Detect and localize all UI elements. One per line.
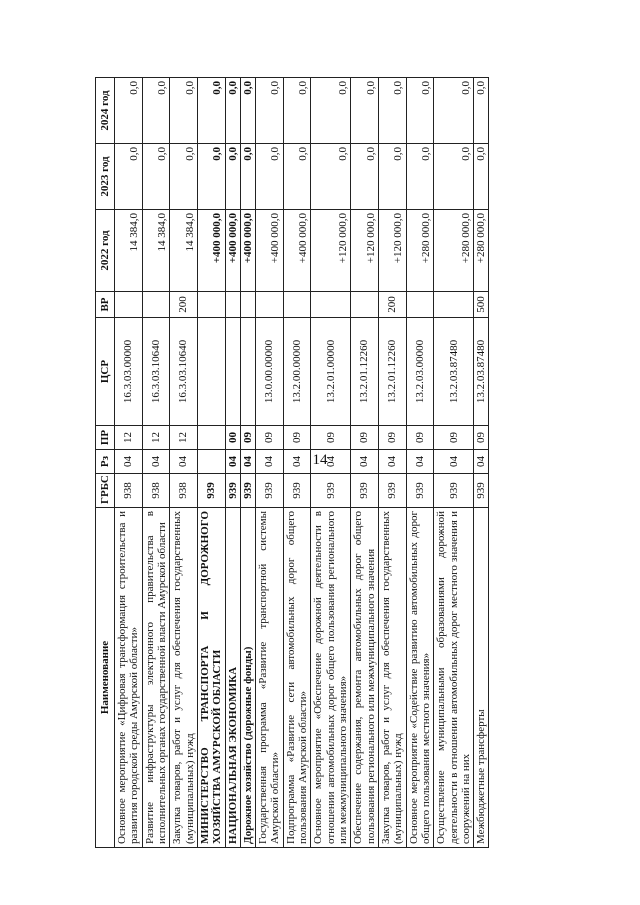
cell-2023: 0,0 [406,144,434,210]
table-row [283,78,311,848]
cell-pr: 09 [406,426,434,450]
table-row [434,78,474,848]
cell-rz: 04 [170,450,198,474]
cell-csr: 16.3.03.00000 [115,318,143,426]
cell-pr: 09 [240,426,255,450]
cell-vr [197,292,225,318]
cell-vr [240,292,255,318]
cell-csr: 13.0.00.00000 [256,318,284,426]
cell-grbs: 939 [434,474,474,508]
cell-2024: 0,0 [378,78,406,144]
table-row [406,78,434,848]
cell-rz: 04 [406,450,434,474]
cell-csr [197,318,225,426]
header-csr: ЦСР [96,318,115,426]
header-2023: 2023 год [96,144,115,210]
table-row [115,78,143,848]
budget-table [95,77,489,848]
cell-pr: 09 [434,426,474,450]
cell-2024: 0,0 [115,78,143,144]
cell-pr: 12 [115,426,143,450]
header-grbs: ГРБС [96,474,115,508]
cell-2024: 0,0 [283,78,311,144]
table-row [170,78,198,848]
cell-2023: 0,0 [256,144,284,210]
cell-pr: 12 [170,426,198,450]
page-number: 14 [312,452,328,468]
cell-grbs: 939 [197,474,225,508]
cell-2023: 0,0 [311,144,351,210]
header-rz: Рз [96,450,115,474]
cell-2022: +400 000,0 [225,210,240,292]
cell-2023: 0,0 [170,144,198,210]
cell-2024: 0,0 [170,78,198,144]
cell-2022: 14 384,0 [142,210,170,292]
table-row [256,78,284,848]
cell-name: Основное мероприятие «Цифровая трансформация строительства и развития городской среды Амурской области» [115,508,143,848]
cell-name: Осуществление муниципальными образованиями дорожной деятельности в отношении автомобильных дорог местного значения и сооружений на них [434,508,474,848]
cell-2024: 0,0 [351,78,379,144]
cell-2022: 14 384,0 [170,210,198,292]
cell-2023: 0,0 [225,144,240,210]
table-row [142,78,170,848]
cell-pr: 00 [225,426,240,450]
table-row [225,78,240,848]
cell-2022: +280 000,0 [474,210,489,292]
cell-grbs: 939 [311,474,351,508]
cell-2023: 0,0 [378,144,406,210]
cell-2023: 0,0 [474,144,489,210]
cell-vr [115,292,143,318]
cell-rz [197,450,225,474]
table-header-row [96,78,115,848]
cell-2022: +120 000,0 [351,210,379,292]
cell-rz: 04 [351,450,379,474]
cell-2023: 0,0 [283,144,311,210]
cell-csr: 13.2.01.12260 [378,318,406,426]
cell-2024: 0,0 [197,78,225,144]
header-name: Наименование [96,508,115,848]
cell-2023: 0,0 [240,144,255,210]
cell-csr: 16.3.03.10640 [170,318,198,426]
cell-2024: 0,0 [142,78,170,144]
header-pr: ПР [96,426,115,450]
table-row [474,78,489,848]
cell-vr: 200 [378,292,406,318]
cell-2022: +400 000,0 [197,210,225,292]
cell-vr: 200 [170,292,198,318]
table-row [197,78,225,848]
cell-pr: 09 [474,426,489,450]
cell-grbs: 939 [474,474,489,508]
cell-pr: 09 [378,426,406,450]
cell-2023: 0,0 [115,144,143,210]
cell-name: Межбюджетные трансферты [474,508,489,848]
cell-grbs: 939 [283,474,311,508]
cell-name: Закупка товаров, работ и услуг для обеспечения государственных (муниципальных) нужд [170,508,198,848]
header-2024: 2024 год [96,78,115,144]
cell-grbs: 938 [170,474,198,508]
cell-name: Государственная программа «Развитие транспортной системы Амурской области» [256,508,284,848]
cell-2023: 0,0 [142,144,170,210]
cell-rz: 04 [115,450,143,474]
cell-2023: 0,0 [434,144,474,210]
cell-pr: 09 [283,426,311,450]
cell-csr: 13.2.03.87480 [434,318,474,426]
cell-vr [351,292,379,318]
cell-pr [197,426,225,450]
cell-csr: 13.2.03.00000 [406,318,434,426]
cell-2024: 0,0 [474,78,489,144]
cell-2024: 0,0 [406,78,434,144]
cell-csr: 13.2.00.00000 [283,318,311,426]
cell-csr [225,318,240,426]
cell-rz: 04 [474,450,489,474]
cell-pr: 12 [142,426,170,450]
cell-pr: 09 [351,426,379,450]
cell-2023: 0,0 [197,144,225,210]
cell-rz: 04 [283,450,311,474]
cell-grbs: 939 [351,474,379,508]
cell-vr [283,292,311,318]
cell-2024: 0,0 [256,78,284,144]
cell-vr [406,292,434,318]
cell-vr [434,292,474,318]
table-row [311,78,351,848]
cell-rz: 04 [225,450,240,474]
cell-vr [142,292,170,318]
cell-2024: 0,0 [225,78,240,144]
cell-2022: +280 000,0 [434,210,474,292]
cell-pr: 09 [256,426,284,450]
cell-grbs: 939 [406,474,434,508]
cell-name: МИНИСТЕРСТВО ТРАНСПОРТА И ДОРОЖНОГО ХОЗЯЙСТВА АМУРСКОЙ ОБЛАСТИ [197,508,225,848]
cell-csr: 13.2.01.12260 [351,318,379,426]
cell-rz: 04 [311,450,351,474]
header-vr: ВР [96,292,115,318]
cell-rz: 04 [378,450,406,474]
cell-2024: 0,0 [311,78,351,144]
cell-csr [240,318,255,426]
cell-grbs: 939 [378,474,406,508]
cell-name: Основное мероприятие «Обеспечение дорожной деятельности в отношении автомобильных дорог общего пользования регионального или межмуниципального значения» [311,508,351,848]
cell-csr: 13.2.01.00000 [311,318,351,426]
cell-csr: 16.3.03.10640 [142,318,170,426]
cell-csr: 13.2.03.87480 [474,318,489,426]
cell-rz: 04 [434,450,474,474]
cell-2022: +280 000,0 [406,210,434,292]
cell-grbs: 939 [256,474,284,508]
cell-2024: 0,0 [240,78,255,144]
cell-name: Подпрограмма «Развитие сети автомобильных дорог общего пользования Амурской области» [283,508,311,848]
cell-2022: +400 000,0 [256,210,284,292]
cell-2022: +120 000,0 [378,210,406,292]
rotated-table-wrapper [95,78,585,848]
table-row [240,78,255,848]
cell-vr [311,292,351,318]
cell-2024: 0,0 [434,78,474,144]
cell-name: Развитие инфраструктуры электронного правительства в исполнительных органах государственной власти Амурской области [142,508,170,848]
cell-name: НАЦИОНАЛЬНАЯ ЭКОНОМИКА [225,508,240,848]
cell-vr [225,292,240,318]
table-row [378,78,406,848]
cell-2023: 0,0 [351,144,379,210]
cell-grbs: 938 [142,474,170,508]
cell-grbs: 938 [115,474,143,508]
cell-rz: 04 [142,450,170,474]
cell-rz: 04 [256,450,284,474]
cell-vr: 500 [474,292,489,318]
cell-grbs: 939 [225,474,240,508]
cell-2022: +120 000,0 [311,210,351,292]
cell-name: Обеспечение содержания, ремонта автомобильных дорог общего пользования регионального или межмуниципального значения [351,508,379,848]
cell-2022: 14 384,0 [115,210,143,292]
cell-name: Основное мероприятие «Содействие развитию автомобильных дорог общего пользования местного значения» [406,508,434,848]
cell-2022: +400 000,0 [240,210,255,292]
cell-name: Закупка товаров, работ и услуг для обеспечения государственных (муниципальных) нужд [378,508,406,848]
header-2022: 2022 год [96,210,115,292]
cell-name: Дорожное хозяйство (дорожные фонды) [240,508,255,848]
cell-grbs: 939 [240,474,255,508]
cell-2022: +400 000,0 [283,210,311,292]
cell-vr [256,292,284,318]
cell-rz: 04 [240,450,255,474]
cell-pr: 09 [311,426,351,450]
table-row [351,78,379,848]
